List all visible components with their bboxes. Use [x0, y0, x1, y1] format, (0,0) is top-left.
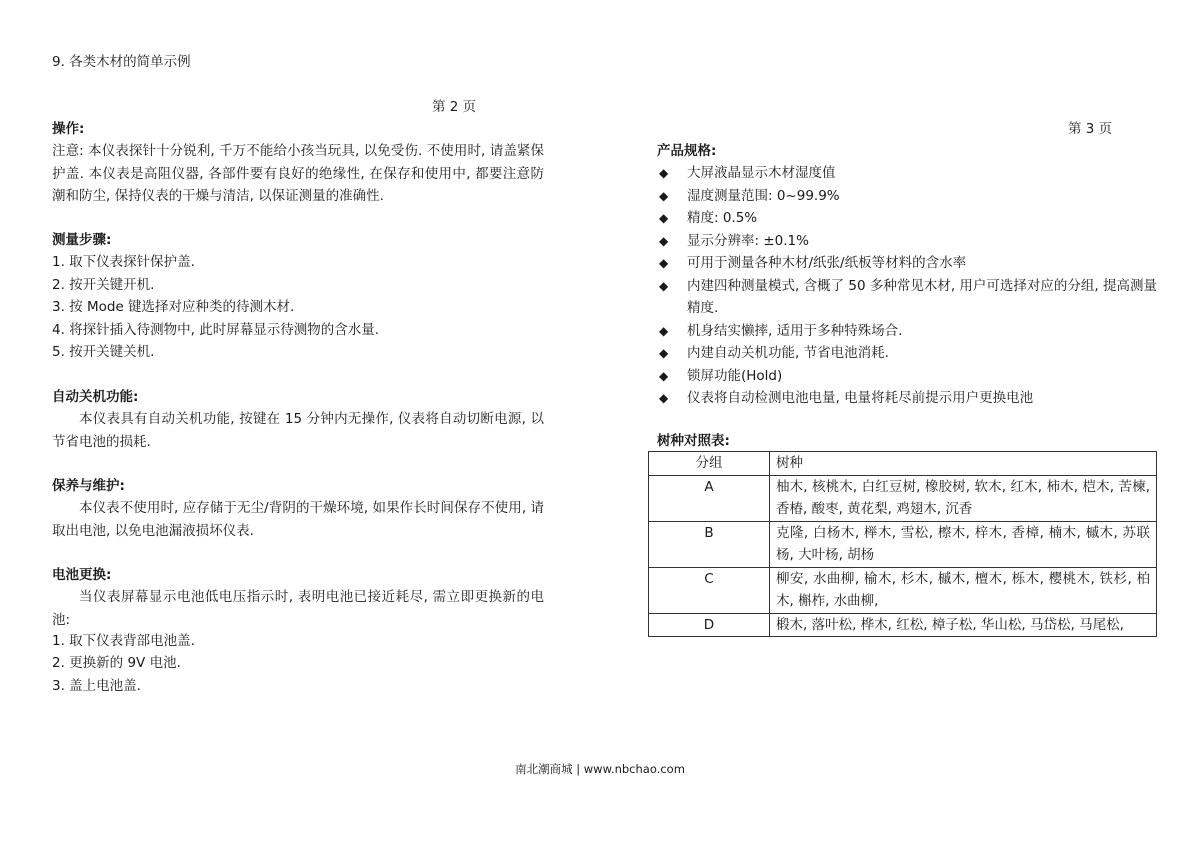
- measure-step-1: 1. 取下仪表探针保护盖.: [52, 254, 195, 270]
- diamond-bullet-icon: ◆: [659, 233, 669, 248]
- section-nine-heading: 9. 各类木材的简单示例: [52, 54, 191, 70]
- diamond-bullet-icon: ◆: [659, 188, 669, 203]
- table-row: [649, 521, 1157, 567]
- wood-table-heading: 树种对照表:: [657, 433, 730, 449]
- spec-item: ◆ 仪表将自动检测电池电量, 电量将耗尽前提示用户更换电池: [657, 387, 1157, 410]
- group-cell: B: [649, 521, 770, 567]
- measure-step-5: 5. 按开关键关机.: [52, 344, 155, 360]
- table-row: [649, 613, 1157, 637]
- spec-item: ◆ 显示分辨率: ±0.1%: [657, 230, 1157, 253]
- page-number-2: 第 2 页: [432, 99, 477, 115]
- diamond-bullet-icon: ◆: [659, 278, 669, 293]
- specs-heading: 产品规格:: [657, 143, 717, 159]
- page-number-3: 第 3 页: [1068, 121, 1113, 137]
- group-cell: C: [649, 567, 770, 613]
- maintenance-text: 本仪表不使用时, 应存储于无尘/背阴的干燥环境, 如果作长时间保存不使用, 请取出电池, 以免电池漏液损坏仪表.: [52, 500, 544, 539]
- battery-step-1: 1. 取下仪表背部电池盖.: [52, 633, 195, 649]
- maintenance-heading: 保养与维护:: [52, 478, 125, 494]
- measure-step-3: 3. 按 Mode 键选择对应种类的待测木材.: [52, 299, 295, 315]
- spec-item: ◆ 可用于测量各种木材/纸张/纸板等材料的含水率: [657, 252, 1157, 275]
- diamond-bullet-icon: ◆: [659, 256, 669, 270]
- battery-heading: 电池更换:: [52, 567, 112, 583]
- diamond-bullet-icon: ◆: [659, 211, 669, 225]
- measure-step-4: 4. 将探针插入待测物中, 此时屏幕显示待测物的含水量.: [52, 322, 380, 338]
- specs-list: [657, 162, 1157, 410]
- table-header-row: [649, 452, 1157, 476]
- species-cell: 克隆, 白杨木, 榉木, 雪松, 檫木, 梓木, 香樟, 楠木, 槭木, 苏联杨, 大叶杨, 胡杨: [770, 521, 1157, 567]
- spec-item: ◆ 机身结实懒摔, 适用于多种特殊场合.: [657, 320, 1157, 343]
- auto-off-text: 本仪表具有自动关机功能, 按键在 15 分钟内无操作, 仪表将自动切断电源, 以节省电池的损耗.: [52, 411, 544, 450]
- spec-item: ◆ 精度: 0.5%: [657, 207, 1157, 230]
- operation-heading: 操作:: [52, 121, 85, 137]
- table-row: [649, 475, 1157, 521]
- table-row: [649, 567, 1157, 613]
- spec-item: ◆ 大屏液晶显示木材湿度值: [657, 162, 1157, 185]
- group-cell: A: [649, 475, 770, 521]
- diamond-bullet-icon: ◆: [659, 391, 669, 405]
- diamond-bullet-icon: ◆: [659, 166, 669, 180]
- table-header-group: 分组: [649, 452, 770, 476]
- battery-step-3: 3. 盖上电池盖.: [52, 678, 141, 694]
- species-cell: 椴木, 落叶松, 桦木, 红松, 樟子松, 华山松, 马岱松, 马尾松,: [770, 613, 1157, 637]
- species-cell: 柳安, 水曲柳, 榆木, 杉木, 槭木, 檀木, 栎木, 樱桃木, 铁杉, 柏木, 槲柞, 水曲柳,: [770, 567, 1157, 613]
- spec-item: ◆ 湿度测量范围: 0~99.9%: [657, 185, 1157, 208]
- measure-heading: 测量步骤:: [52, 232, 112, 248]
- diamond-bullet-icon: ◆: [659, 323, 669, 338]
- diamond-bullet-icon: ◆: [659, 368, 669, 383]
- operation-text: 注意: 本仪表探针十分锐利, 千万不能给小孩当玩具, 以免受伤. 不使用时, 请盖紧保护盖. 本仪表是高阻仪器, 各部件要有良好的绝缘性, 在保存和使用中, 都要注意防潮和防尘, 保持仪表的干燥与清洁, 以保证测量的准确性.: [52, 143, 544, 204]
- wood-species-table: [648, 451, 1157, 637]
- auto-off-heading: 自动关机功能:: [52, 389, 139, 405]
- battery-step-2: 2. 更换新的 9V 电池.: [52, 655, 181, 671]
- measure-step-2: 2. 按开关键开机.: [52, 277, 155, 293]
- diamond-bullet-icon: ◆: [659, 346, 669, 360]
- battery-text: 当仪表屏幕显示电池低电压指示时, 表明电池已接近耗尽, 需立即更换新的电池:: [52, 589, 544, 628]
- spec-item: ◆ 内建四种测量模式, 含概了 50 多种常见木材, 用户可选择对应的分组, 提高测量精度.: [657, 275, 1157, 320]
- spec-item: ◆ 内建自动关机功能, 节省电池消耗.: [657, 342, 1157, 365]
- spec-item: ◆ 锁屏功能(Hold): [657, 365, 1157, 388]
- group-cell: D: [649, 613, 770, 637]
- species-cell: 柚木, 核桃木, 白红豆树, 橡胶树, 软木, 红木, 柿木, 桤木, 苦楝, 香椿, 酸枣, 黄花梨, 鸡翅木, 沉香: [770, 475, 1157, 521]
- table-header-species: 树种: [770, 452, 1157, 476]
- footer-watermark: 南北潮商城 | www.nbchao.com: [515, 762, 685, 776]
